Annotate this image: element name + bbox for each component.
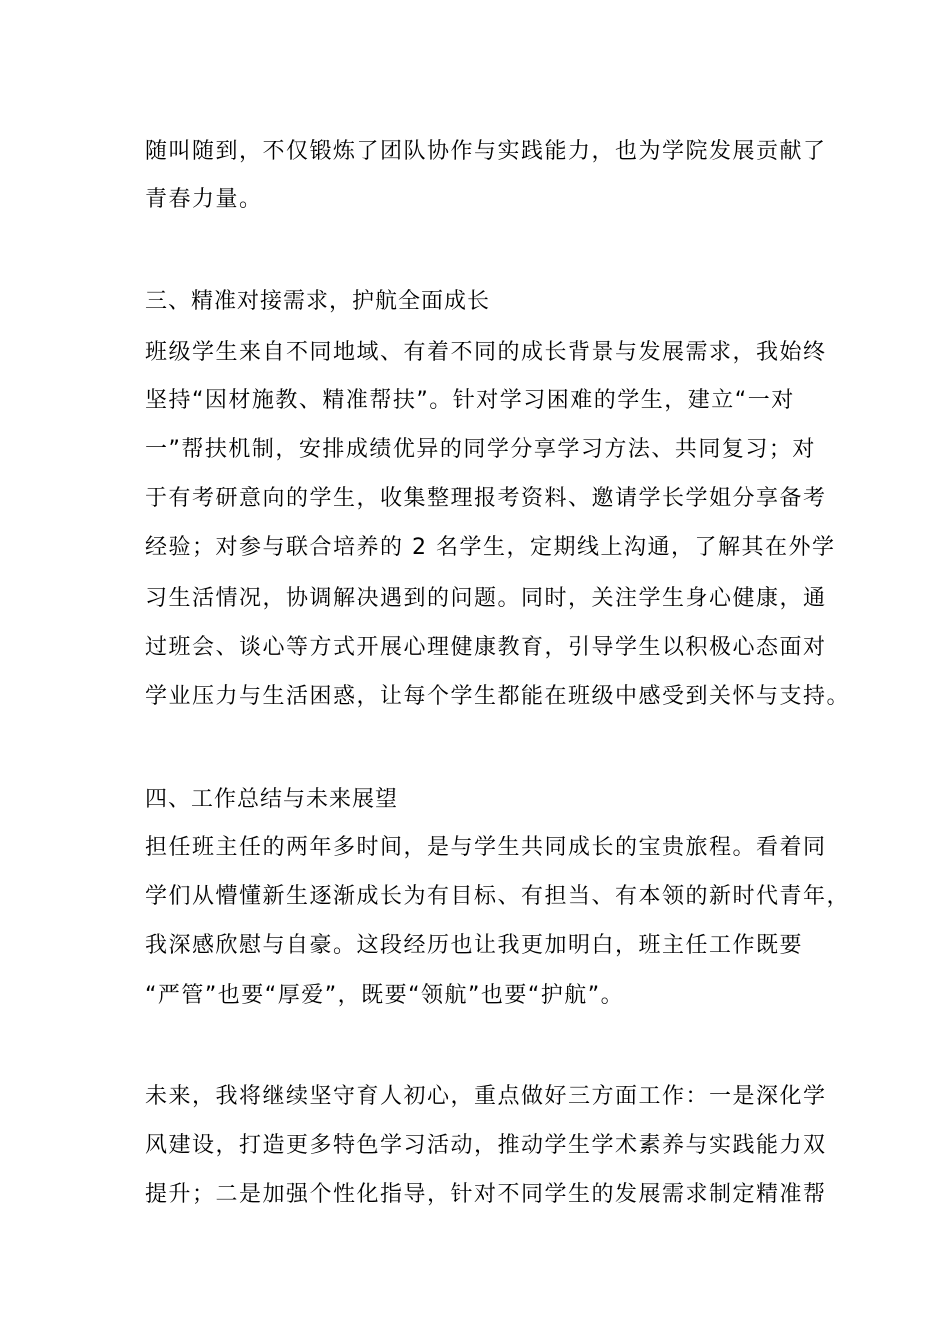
body-text-line: 习生活情况，协调解决遇到的问题。同时，关注学生身心健康，通 [145, 586, 827, 611]
body-text-line: 坚持“因材施教、精准帮扶”。针对学习困难的学生，建立“一对 [145, 388, 795, 413]
body-text-line: 担任班主任的两年多时间，是与学生共同成长的宝贵旅程。看着同 [145, 835, 827, 860]
body-text-line: 未来，我将继续坚守育人初心，重点做好三方面工作：一是深化学 [145, 1084, 827, 1109]
body-text-line: 于有考研意向的学生，收集整理报考资料、邀请学长学姐分享备考 [145, 486, 827, 511]
section-heading: 三、精准对接需求，护航全面成长 [145, 289, 491, 314]
body-text-line: 风建设，打造更多特色学习活动，推动学生学术素养与实践能力双 [145, 1133, 827, 1158]
body-text-line: 经验；对参与联合培养的 2 名学生，定期线上沟通，了解其在外学 [145, 535, 836, 560]
body-text-line: 我深感欣慰与自豪。这段经历也让我更加明白，班主任工作既要 [145, 933, 804, 958]
body-text-line: 过班会、谈心等方式开展心理健康教育，引导学生以积极心态面对 [145, 635, 827, 660]
body-text-line: 班级学生来自不同地域、有着不同的成长背景与发展需求，我始终 [145, 340, 827, 365]
body-text-line: “严管”也要“厚爱”，既要“领航”也要“护航”。 [145, 983, 625, 1008]
body-text-line: 提升；二是加强个性化指导，针对不同学生的发展需求制定精准帮 [145, 1182, 827, 1207]
body-text-line: 随叫随到，不仅锻炼了团队协作与实践能力，也为学院发展贡献了 [145, 139, 827, 164]
body-text-line: 学们从懵懂新生逐渐成长为有目标、有担当、有本领的新时代青年， [145, 884, 851, 909]
body-text-line: 青春力量。 [145, 187, 263, 212]
section-heading: 四、工作总结与未来展望 [145, 787, 399, 812]
body-text-line: 学业压力与生活困惑，让每个学生都能在班级中感受到关怀与支持。 [145, 684, 851, 709]
body-text-line: 一”帮扶机制，安排成绩优异的同学分享学习方法、共同复习；对 [145, 437, 816, 462]
